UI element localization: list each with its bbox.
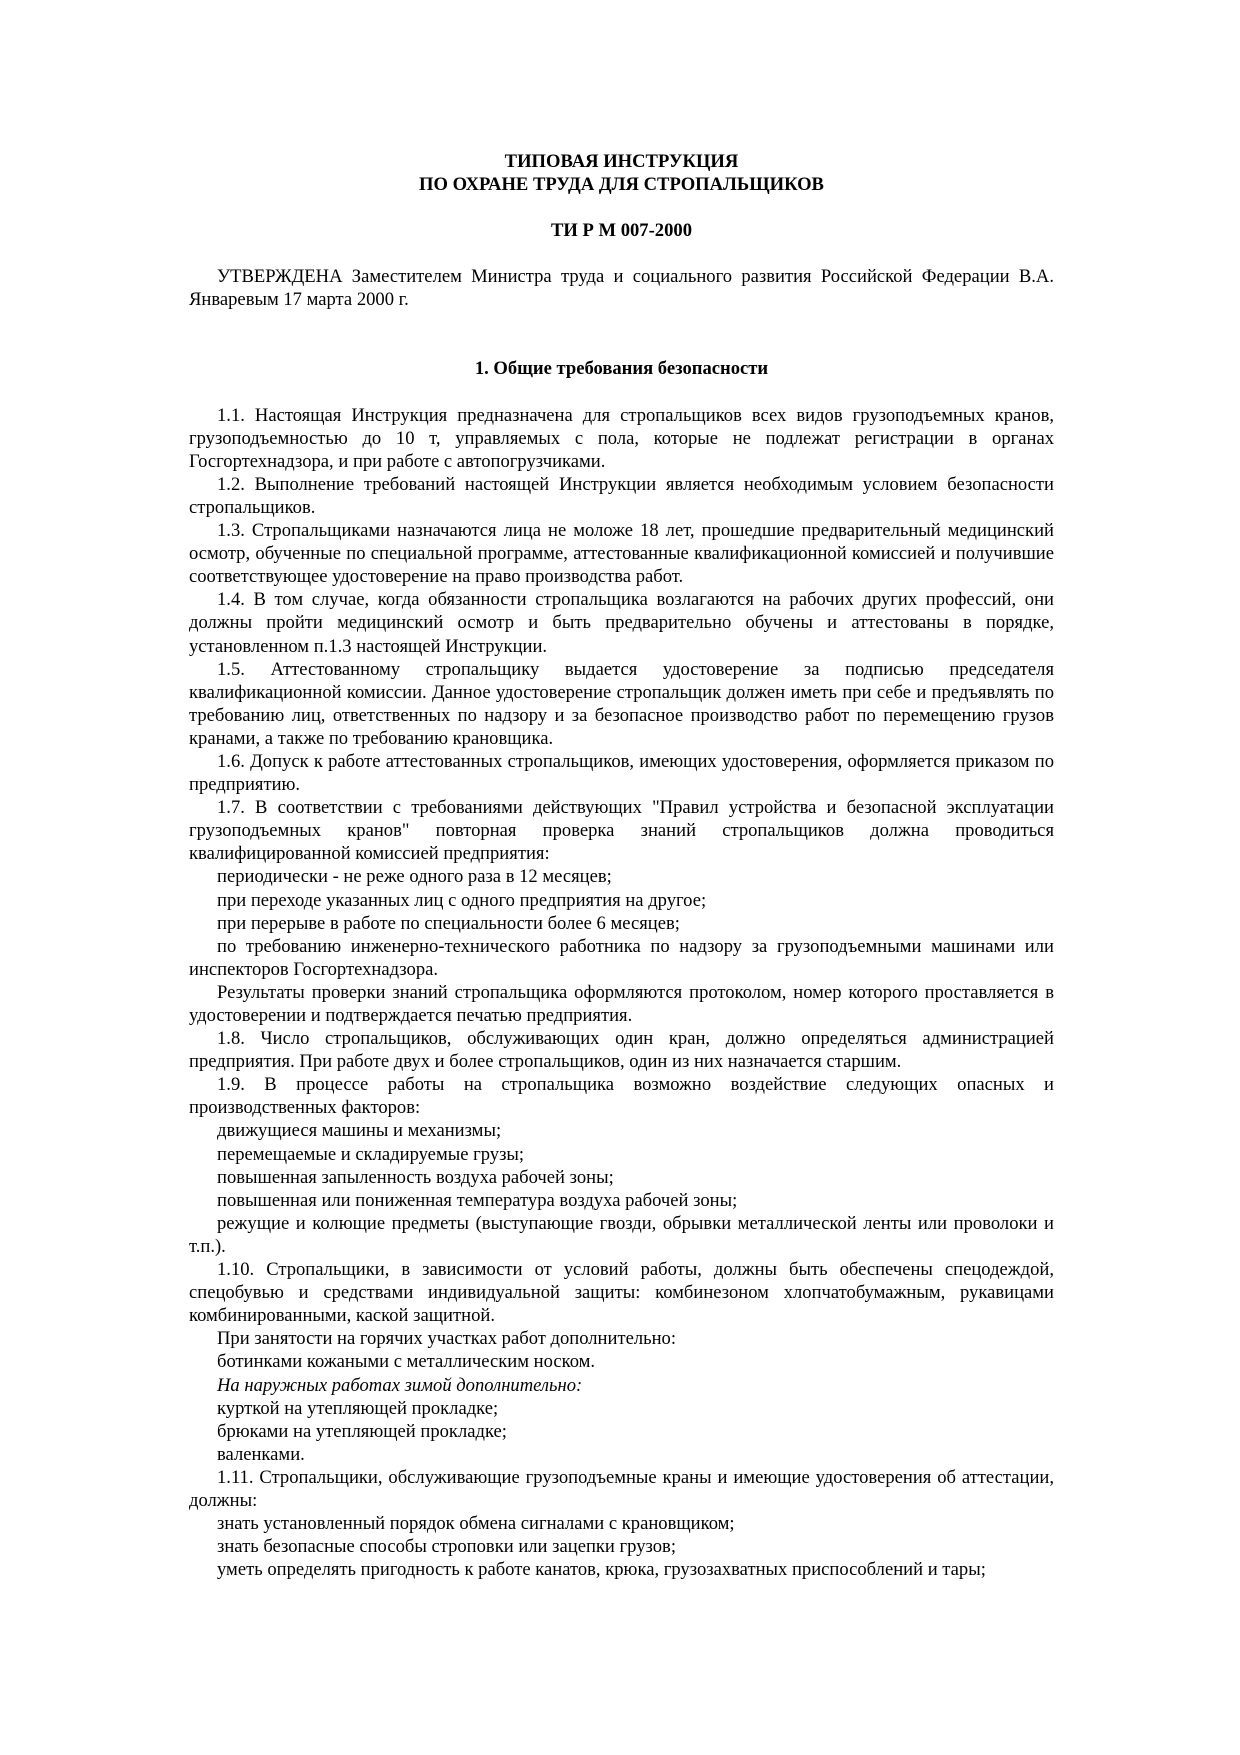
list-item: При занятости на горячих участках работ дополнительно:: [217, 1328, 677, 1350]
document-body: [189, 150, 1054, 1581]
paragraph-1-1: 1.1. Настоящая Инструкция предназначена для стропальщиков всех видов грузоподъемных кранов, грузоподъемностью до 10 т, управляемых с пола, которые не подлежат регистрации в органах Госгортехнадзора, и при работе с автопогрузчиками.: [189, 404, 1054, 472]
list-item: по требованию инженерно-технического работника по надзору за грузоподъемными машинами или инспекторов Госгортехнадзора.: [189, 935, 1054, 980]
list-item: повышенная или пониженная температура воздуха рабочей зоны;: [217, 1189, 738, 1211]
list-item: брюками на утепляющей прокладке;: [217, 1420, 507, 1442]
list-item: знать безопасные способы строповки или зацепки грузов;: [217, 1536, 676, 1558]
section-heading: 1. Общие требования безопасности: [474, 358, 769, 380]
list-item: движущиеся машины и механизмы;: [217, 1120, 502, 1142]
paragraph-1-11: 1.11. Стропальщики, обслуживающие грузоподъемные краны и имеющие удостоверения об аттестации, должны:: [189, 1466, 1054, 1511]
approval-note: УТВЕРЖДЕНА Заместителем Министра труда и социального развития Российской Федерации В.А. Январевым 17 марта 2000 г.: [189, 266, 1054, 311]
list-item: валенками.: [217, 1443, 305, 1465]
list-item: знать установленный порядок обмена сигналами с крановщиком;: [217, 1513, 735, 1535]
list-item: ботинками кожаными с металлическим носком.: [217, 1351, 596, 1373]
list-item: при переходе указанных лиц с одного предприятия на другое;: [217, 889, 707, 911]
paragraph-results: Результаты проверки знаний стропальщика оформляются протоколом, номер которого проставляется в удостоверении и подтверждается печатью предприятия.: [189, 981, 1054, 1026]
italic-note: На наружных работах зимой дополнительно:: [217, 1374, 583, 1396]
list-item: режущие и колющие предметы (выступающие гвозди, обрывки металлической ленты или проволоки и т.п.).: [189, 1212, 1054, 1257]
title-line-2: ПО ОХРАНЕ ТРУДА ДЛЯ СТРОПАЛЬЩИКОВ: [419, 174, 824, 196]
paragraph-1-5: 1.5. Аттестованному стропальщику выдается удостоверение за подписью председателя квалификационной комиссии. Данное удостоверение стропальщик должен иметь при себе и предъявлять по требованию лиц, ответственных по надзору и за безопасное производство работ по перемещению грузов кранами, а также по требованию крановщика.: [189, 658, 1054, 749]
paragraph-1-9: 1.9. В процессе работы на стропальщика возможно воздействие следующих опасных и производственных факторов:: [189, 1074, 1054, 1119]
list-item: при перерыве в работе по специальности более 6 месяцев;: [217, 912, 680, 934]
list-item: периодически - не реже одного раза в 12 месяцев;: [217, 866, 612, 888]
document-code: ТИ Р М 007-2000: [551, 220, 692, 242]
list-item: повышенная запыленность воздуха рабочей зоны;: [217, 1166, 614, 1188]
paragraph-1-10: 1.10. Стропальщики, в зависимости от условий работы, должны быть обеспечены спецодеждой, спецобувью и средствами индивидуальной защиты: комбинезоном хлопчатобумажным, рукавицами комбинированными, каской защитной.: [189, 1259, 1054, 1327]
paragraph-1-3: 1.3. Стропальщиками назначаются лица не моложе 18 лет, прошедшие предварительный медицинский осмотр, обученные по специальной программе, аттестованные квалификационной комиссией и получившие соответствующее удостоверение на право производства работ.: [189, 520, 1054, 588]
paragraph-1-7: 1.7. В соответствии с требованиями действующих "Правил устройства и безопасной эксплуатации грузоподъемных кранов" повторная проверка знаний стропальщиков должна проводиться квалифицированной комиссией предприятия:: [189, 797, 1054, 865]
list-item: курткой на утепляющей прокладке;: [217, 1397, 499, 1419]
paragraph-1-2: 1.2. Выполнение требований настоящей Инструкции является необходимым условием безопасности стропальщиков.: [189, 473, 1054, 518]
paragraph-1-8: 1.8. Число стропальщиков, обслуживающих один кран, должно определяться администрацией предприятия. При работе двух и более стропальщиков, один из них назначается старшим.: [189, 1028, 1054, 1073]
document-title: [189, 150, 1054, 196]
title-line-1: ТИПОВАЯ ИНСТРУКЦИЯ: [504, 151, 739, 172]
list-item: уметь определять пригодность к работе канатов, крюка, грузозахватных приспособлений и тары;: [217, 1559, 986, 1581]
paragraph-1-6: 1.6. Допуск к работе аттестованных стропальщиков, имеющих удостоверения, оформляется приказом по предприятию.: [189, 750, 1054, 796]
list-item: перемещаемые и складируемые грузы;: [217, 1143, 525, 1165]
paragraph-1-4: 1.4. В том случае, когда обязанности стропальщика возлагаются на рабочих других профессий, они должны пройти медицинский осмотр и быть предварительно обучены и аттестованы в порядке, установленном п.1.3 настоящей Инструкции.: [189, 589, 1054, 657]
